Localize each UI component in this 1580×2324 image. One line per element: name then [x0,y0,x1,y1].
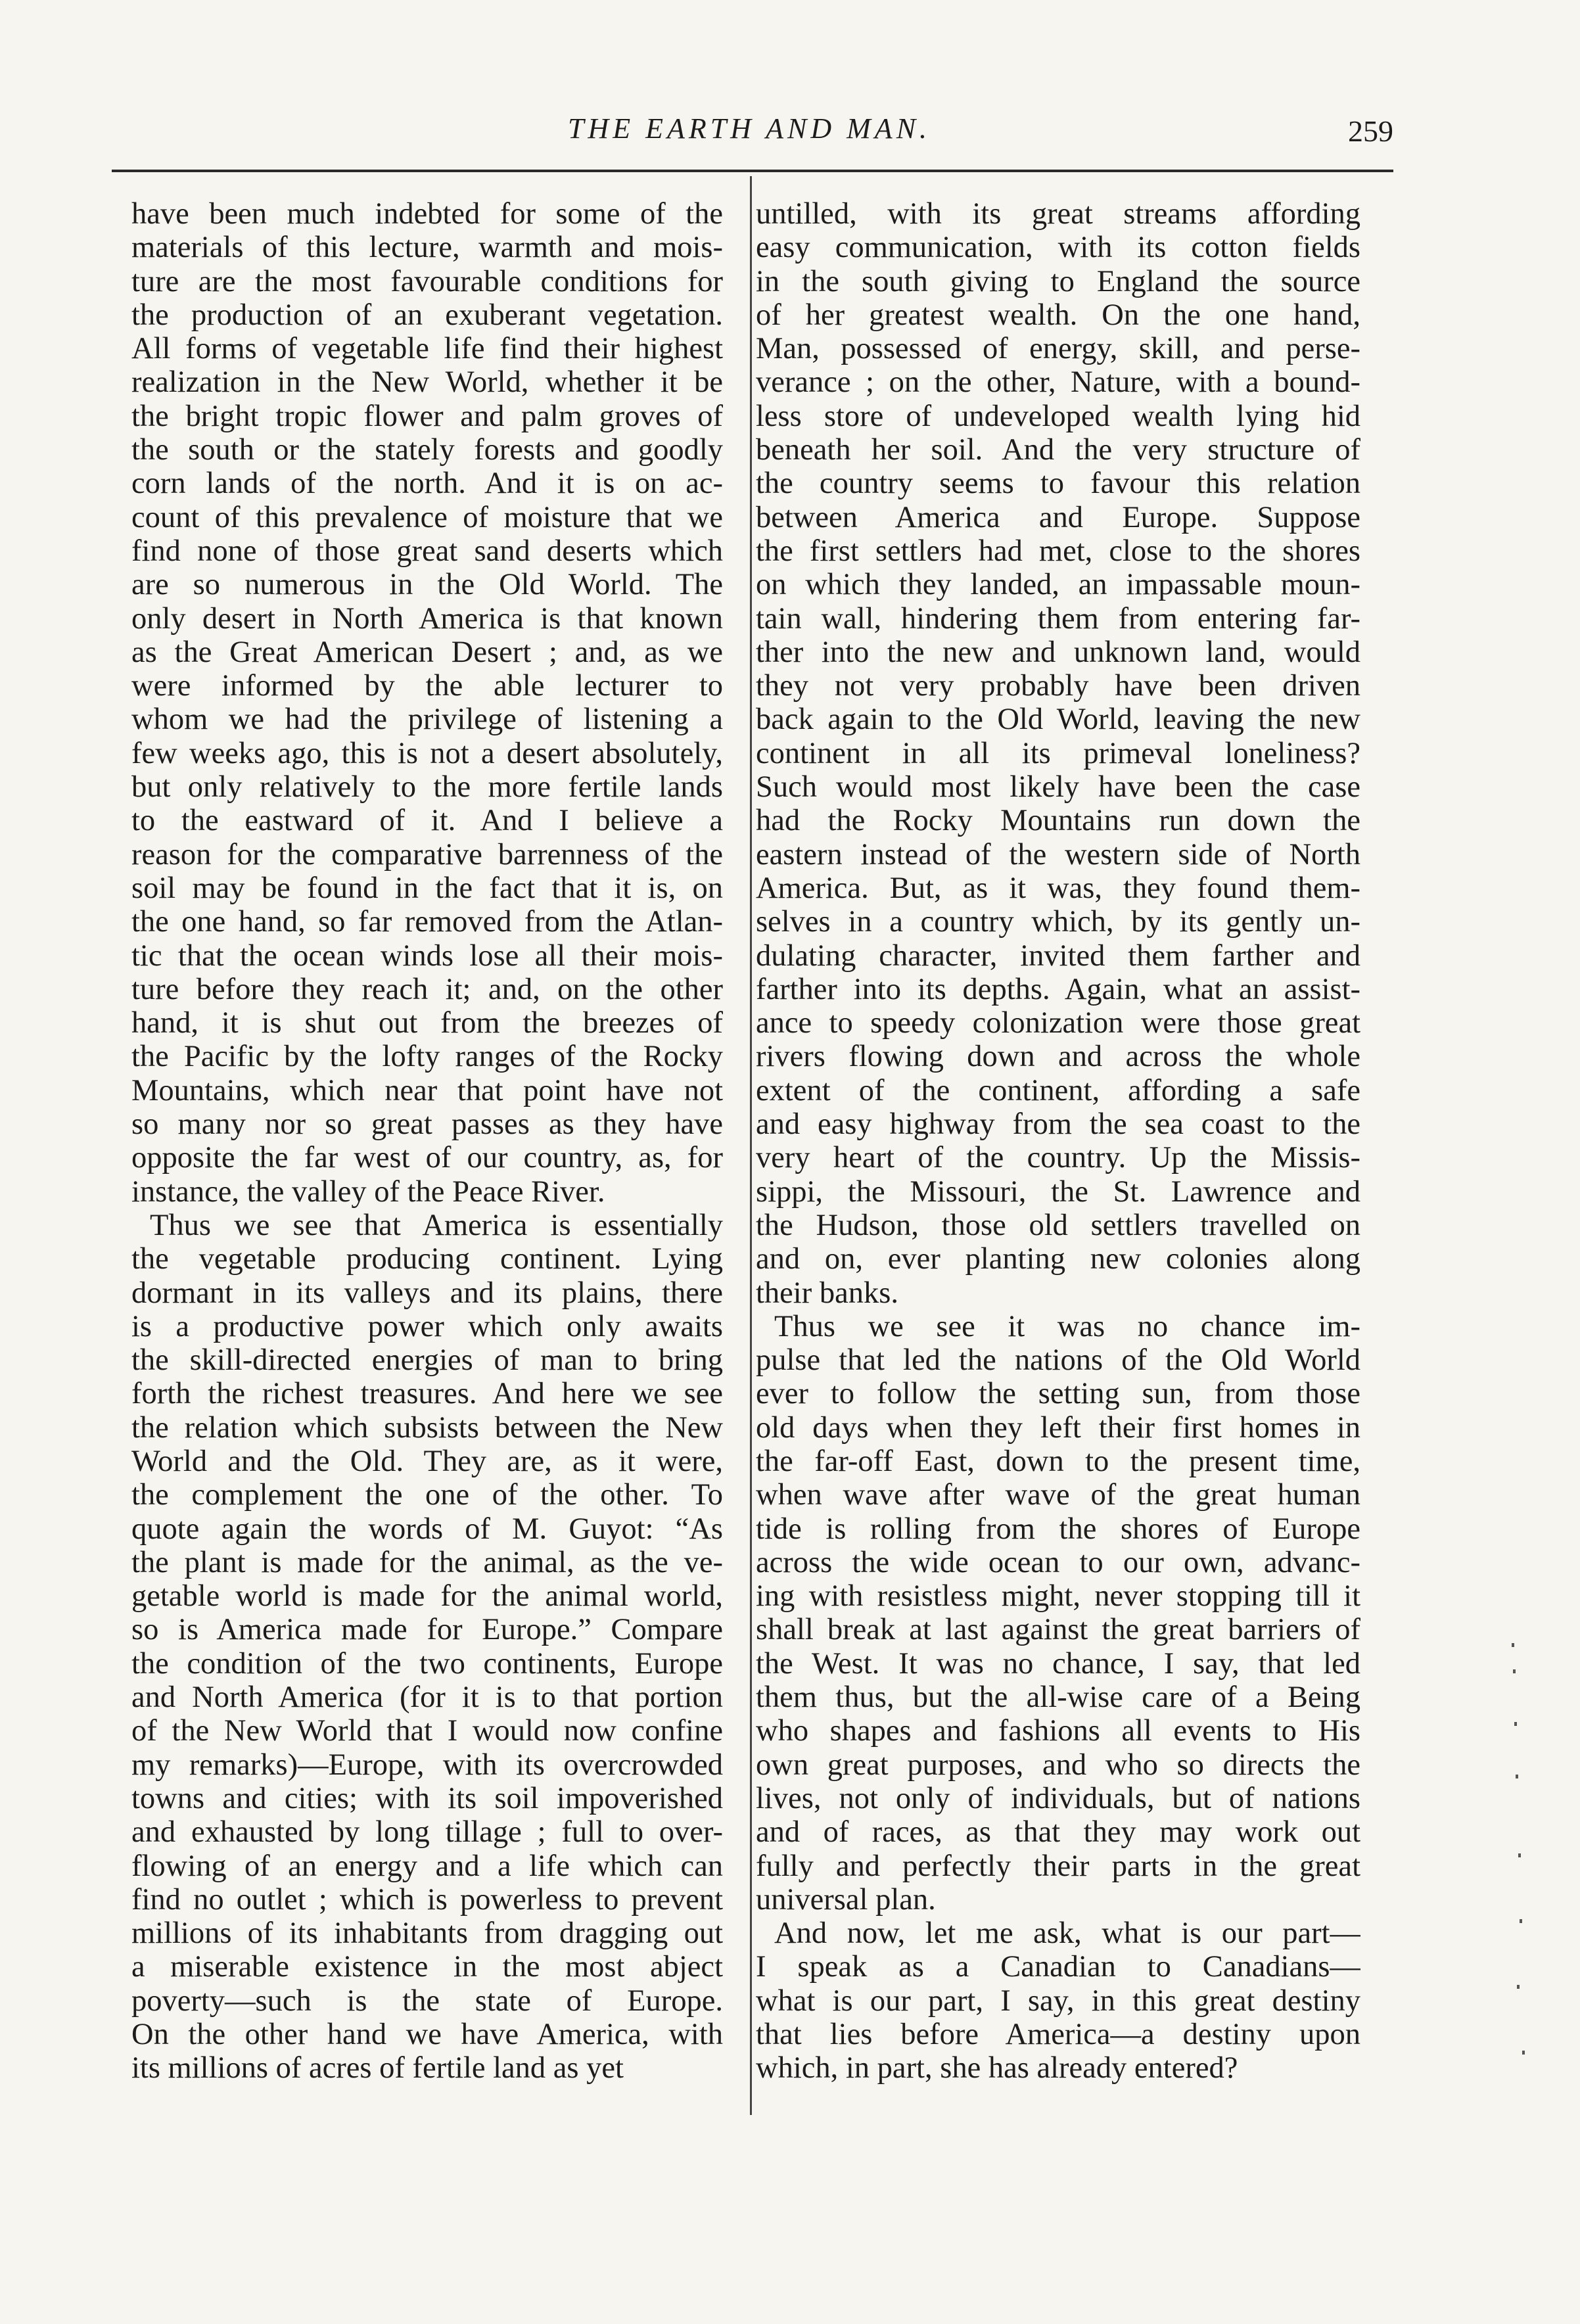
text-line: selves in a country which, by its gently un- [756,905,1360,939]
text-line: Man, possessed of energy, skill, and perse- [756,332,1360,366]
text-line: opposite the far west of our country, as, for [131,1141,723,1175]
text-line: eastern instead of the western side of North [756,837,1360,872]
text-line: hand, it is shut out from the breezes of [131,1006,723,1040]
text-line: Such would most likely have been the case [756,770,1360,804]
text-line: the plant is made for the animal, as the ve- [131,1545,723,1579]
text-line: farther into its depths. Again, what an assist- [756,972,1360,1006]
text-line: to the eastward of it. And I believe a [131,804,723,838]
text-line: and easy highway from the sea coast to the [756,1107,1360,1142]
text-line: its millions of acres of fertile land as yet [131,2051,624,2085]
text-line: had the Rocky Mountains run down the [756,804,1360,838]
text-line: ture before they reach it; and, on the other [131,972,723,1006]
header-rule [112,170,1393,172]
text-line: find no outlet ; which is powerless to prevent [131,1882,723,1917]
text-line: is a productive power which only awaits [131,1309,723,1343]
text-line: dormant in its valleys and its plains, there [131,1276,723,1310]
margin-specks [1505,1643,1545,2103]
text-line: of her greatest wealth. On the one hand, [756,298,1360,332]
text-line: very heart of the country. Up the Missis- [756,1141,1360,1175]
text-line: the bright tropic flower and palm groves of [131,399,723,433]
text-line: are so numerous in the Old World. The [131,568,723,602]
text-line: the country seems to favour this relation [756,467,1360,501]
text-line: when wave after wave of the great human [756,1478,1360,1512]
text-line: dulating character, invited them farther and [756,939,1360,973]
text-line: own great purposes, and who so directs the [756,1748,1360,1782]
text-line: millions of its inhabitants from dragging out [131,1917,723,1951]
text-line: have been much indebted for some of the [131,197,723,231]
page-header [105,110,1393,163]
text-line: the far-off East, down to the present time, [756,1444,1360,1478]
text-line: easy communication, with its cotton fields [756,231,1360,265]
text-line: who shapes and fashions all events to His [756,1714,1360,1748]
text-line: as the Great American Desert ; and, as we [131,635,723,669]
text-line: forth the richest treasures. And here we see [131,1377,723,1411]
text-line: continent in all its primeval loneliness? [756,736,1360,770]
text-line: that lies before America—a destiny upon [756,2018,1360,2052]
text-line: what is our part, I say, in this great destiny [756,1984,1360,2018]
text-line: the one hand, so far removed from the Atlan- [131,905,723,939]
text-line: the skill-directed energies of man to bring [131,1343,723,1378]
text-line: getable world is made for the animal world, [131,1579,723,1614]
text-line: universal plan. [756,1882,936,1917]
text-line: flowing of an energy and a life which can [131,1849,723,1883]
text-line: of the New World that I would now confine [131,1714,723,1748]
text-line: Mountains, which near that point have not [131,1073,723,1107]
text-line: so many nor so great passes as they have [131,1107,723,1142]
text-line: tide is rolling from the shores of Europe [756,1512,1360,1546]
text-line: count of this prevalence of moisture that we [131,500,723,534]
text-line: I speak as a Canadian to Canadians— [756,1950,1360,1984]
left-column [131,197,723,2085]
text-line: few weeks ago, this is not a desert absolutely, [131,736,723,770]
text-line: ther into the new and unknown land, would [756,635,1360,669]
text-line: the Hudson, those old settlers travelled on [756,1208,1360,1242]
text-line: All forms of vegetable life find their highest [131,332,723,366]
text-line: in the south giving to England the source [756,264,1360,298]
text-line: so is America made for Europe.” Compare [131,1613,723,1647]
text-line: rivers flowing down and across the whole [756,1040,1360,1074]
text-line: And now, let me ask, what is our part— [774,1917,1360,1951]
text-line: America. But, as it was, they found them- [756,871,1360,905]
text-line: verance ; on the other, Nature, with a bound- [756,365,1360,400]
text-line: and of races, as that they may work out [756,1815,1360,1849]
text-line: instance, the valley of the Peace River. [131,1174,605,1209]
text-line: them thus, but the all-wise care of a Being [756,1681,1360,1715]
text-line: extent of the continent, affording a safe [756,1073,1360,1107]
text-line: fully and perfectly their parts in the great [756,1849,1360,1883]
text-line: lives, not only of individuals, but of nations [756,1781,1360,1815]
text-line: Thus we see that America is essentially [150,1208,723,1242]
running-title: THE EARTH AND MAN. [567,112,931,145]
column-divider [750,176,752,2115]
text-line: my remarks)—Europe, with its overcrowded [131,1748,723,1782]
text-line: whom we had the privilege of listening a [131,703,723,737]
text-line: corn lands of the north. And it is on ac- [131,467,723,501]
text-line: sippi, the Missouri, the St. Lawrence and [756,1174,1360,1209]
text-line: ance to speedy colonization were those great [756,1006,1360,1040]
text-line: and exhausted by long tillage ; full to over- [131,1815,723,1849]
text-line: poverty—such is the state of Europe. [131,1984,723,2018]
text-line: the complement the one of the other. To [131,1478,723,1512]
text-line: were informed by the able lecturer to [131,669,723,703]
text-line: old days when they left their first homes in [756,1410,1360,1445]
text-line: find none of those great sand deserts which [131,534,723,568]
text-line: ture are the most favourable conditions for [131,264,723,298]
text-line: ever to follow the setting sun, from those [756,1377,1360,1411]
text-line: across the wide ocean to our own, advanc- [756,1545,1360,1579]
text-line: on which they landed, an impassable moun- [756,568,1360,602]
text-line: and North America (for it is to that portion [131,1681,723,1715]
text-line: the vegetable producing continent. Lying [131,1242,723,1276]
text-line: soil may be found in the fact that it is, on [131,871,723,905]
text-line: they not very probably have been driven [756,669,1360,703]
text-line: between America and Europe. Suppose [756,500,1360,534]
text-line: their banks. [756,1276,898,1310]
text-line: reason for the comparative barrenness of the [131,837,723,872]
text-line: World and the Old. They are, as it were, [131,1444,723,1478]
text-line: the Pacific by the lofty ranges of the Rocky [131,1040,723,1074]
text-line: the condition of the two continents, Europe [131,1646,723,1681]
text-line: the production of an exuberant vegetation. [131,298,723,332]
text-line: a miserable existence in the most abject [131,1950,723,1984]
text-line: but only relatively to the more fertile lands [131,770,723,804]
text-line: On the other hand we have America, with [131,2018,723,2052]
text-line: pulse that led the nations of the Old World [756,1343,1360,1378]
text-line: shall break at last against the great barriers of [756,1613,1360,1647]
text-line: which, in part, she has already entered? [756,2051,1238,2085]
text-line: ing with resistless might, never stopping till it [756,1579,1360,1614]
text-line: the first settlers had met, close to the shores [756,534,1360,568]
text-line: tic that the ocean winds lose all their mois- [131,939,723,973]
text-line: the relation which subsists between the New [131,1410,723,1445]
text-line: beneath her soil. And the very structure of [756,433,1360,467]
text-line: less store of undeveloped wealth lying hid [756,399,1360,433]
text-line: quote again the words of M. Guyot: “As [131,1512,723,1546]
text-line: realization in the New World, whether it be [131,365,723,400]
text-line: towns and cities; with its soil impoverished [131,1781,723,1815]
text-line: tain wall, hindering them from entering far- [756,601,1360,636]
text-line: materials of this lecture, warmth and mois- [131,231,723,265]
text-line: untilled, with its great streams affording [756,197,1360,231]
right-column [756,197,1360,2085]
text-line: and on, ever planting new colonies along [756,1242,1360,1276]
text-line: back again to the Old World, leaving the new [756,703,1360,737]
page-number: 259 [1348,114,1393,148]
text-line: the West. It was no chance, I say, that led [756,1646,1360,1681]
text-line: only desert in North America is that known [131,601,723,636]
text-line: the south or the stately forests and goodly [131,433,723,467]
text-line: Thus we see it was no chance im- [774,1309,1360,1343]
